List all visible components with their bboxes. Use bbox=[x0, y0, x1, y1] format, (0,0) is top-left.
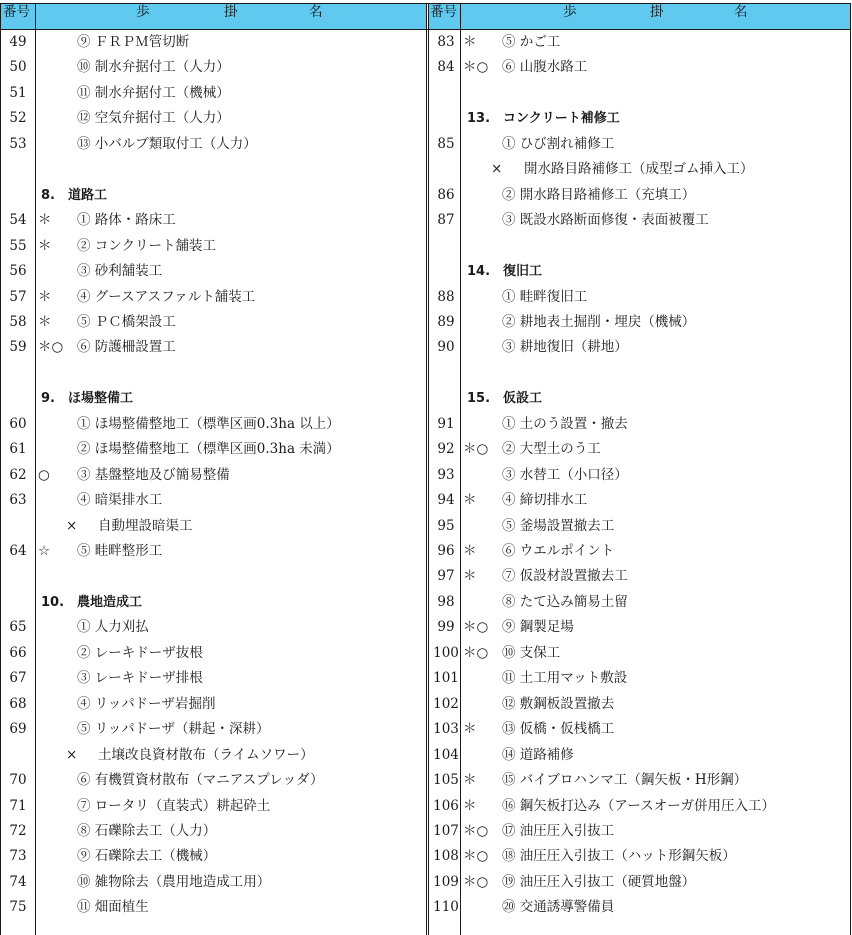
table-row bbox=[0, 81, 852, 106]
table-row bbox=[0, 234, 852, 259]
item-number: 58 bbox=[9, 313, 27, 330]
item-label: ⑱ 油圧圧入引抜工（ハット形鋼矢板） bbox=[502, 848, 736, 865]
item-mark: ○ bbox=[38, 466, 50, 483]
table-row bbox=[0, 692, 852, 717]
item-label: ⑨ ＦＲＰＭ管切断 bbox=[77, 34, 190, 50]
item-label: ⑥ 有機質資材散布（マニアスプレッダ） bbox=[77, 772, 324, 789]
table-row bbox=[0, 463, 852, 488]
item-mark: ＊ bbox=[463, 797, 477, 814]
item-number: 64 bbox=[9, 543, 27, 559]
item-mark: ＊ bbox=[38, 313, 52, 330]
table-row bbox=[0, 55, 852, 80]
item-label: ⑰ 油圧圧入引抜工 bbox=[502, 822, 615, 839]
table-row bbox=[0, 259, 852, 284]
item-number: 84 bbox=[437, 59, 455, 76]
item-mark: ＊ bbox=[38, 237, 52, 254]
item-label: ⑲ 油圧圧入引抜工（硬質地盤） bbox=[502, 873, 696, 890]
item-number: 103 bbox=[433, 721, 459, 738]
item-label: ⑤ 釜場設置撤去工 bbox=[502, 517, 615, 534]
item-label: ⑪ 土工用マット敷設 bbox=[502, 670, 628, 687]
table-row bbox=[0, 285, 852, 310]
table-row bbox=[0, 208, 852, 233]
left-header-char-3: 名 bbox=[309, 4, 323, 20]
table-row bbox=[0, 310, 852, 335]
item-label: ④ リッパドーザ岩掘削 bbox=[77, 695, 216, 712]
item-label: 自動埋設暗渠工 bbox=[98, 517, 193, 534]
table-row bbox=[0, 870, 852, 895]
item-number: 52 bbox=[9, 110, 27, 127]
item-label: ③ 砂利舗装工 bbox=[77, 263, 163, 280]
item-number: 49 bbox=[9, 34, 27, 50]
table-row bbox=[0, 488, 852, 513]
table-row bbox=[0, 157, 852, 182]
item-number: 98 bbox=[437, 593, 455, 610]
item-number: 61 bbox=[9, 441, 27, 458]
table-row bbox=[0, 335, 852, 360]
item-mark: ＊ bbox=[38, 288, 52, 305]
item-label: ③ レーキドーザ排根 bbox=[77, 670, 203, 687]
item-label: ④ 暗渠排水工 bbox=[77, 492, 163, 509]
item-mark: × bbox=[66, 517, 78, 534]
item-label: ⑦ 仮設材設置撤去工 bbox=[502, 568, 628, 585]
item-mark: ＊○ bbox=[463, 59, 489, 76]
item-mark: ＊○ bbox=[463, 441, 489, 458]
item-label: ③ 水替工（小口径） bbox=[502, 466, 628, 483]
item-number: 57 bbox=[9, 288, 27, 305]
right-header-char-3: 名 bbox=[734, 4, 748, 20]
item-number: 68 bbox=[9, 695, 27, 712]
section-heading: 14. 復旧工 bbox=[467, 264, 543, 280]
item-number: 70 bbox=[9, 772, 27, 789]
item-label: 開水路目路補修工（成型ゴム挿入工） bbox=[524, 161, 754, 178]
item-mark: ＊ bbox=[463, 721, 477, 738]
item-label: ⑫ 空気弁据付工（人力） bbox=[77, 110, 230, 127]
item-number: 93 bbox=[437, 466, 455, 483]
table-row bbox=[0, 132, 852, 157]
item-number: 55 bbox=[9, 237, 27, 254]
item-mark: ＊ bbox=[463, 543, 477, 559]
item-label: ④ グースアスファルト舗装工 bbox=[77, 288, 256, 305]
table-row bbox=[0, 819, 852, 844]
item-label: ① 畦畔復旧工 bbox=[502, 288, 588, 305]
item-mark: ＊○ bbox=[463, 873, 489, 890]
item-label: ① ほ場整備整地工（標準区画0.3ha 以上） bbox=[77, 415, 340, 432]
item-label: ⑥ 防護柵設置工 bbox=[77, 339, 176, 356]
item-label: ⑯ 鋼矢板打込み（アースオーガ併用圧入工） bbox=[502, 797, 775, 814]
right-header-num: 番号 bbox=[430, 4, 457, 20]
section-heading: 13. コンクリート補修工 bbox=[467, 111, 620, 127]
item-number: 96 bbox=[437, 543, 455, 559]
item-label: ⑨ 石礫除去工（機械） bbox=[77, 848, 217, 865]
item-label: ③ 基盤整地及び簡易整備 bbox=[77, 466, 230, 483]
item-label: ⑨ 鋼製足場 bbox=[502, 619, 574, 636]
item-mark: ＊○ bbox=[463, 822, 489, 839]
item-number: 63 bbox=[9, 492, 27, 509]
table-row bbox=[0, 794, 852, 819]
item-number: 107 bbox=[433, 822, 459, 839]
item-label: ② 開水路目路補修工（充填工） bbox=[502, 186, 696, 203]
item-label: ⑮ バイブロハンマ工（鋼矢板・H形鋼） bbox=[502, 772, 748, 789]
item-number: 62 bbox=[9, 466, 27, 483]
item-label: ⑤ ＰＣ橋架設工 bbox=[77, 313, 176, 330]
item-number: 85 bbox=[437, 135, 455, 152]
item-mark: × bbox=[491, 161, 503, 178]
item-number: 60 bbox=[9, 415, 27, 432]
item-number: 54 bbox=[9, 212, 27, 229]
item-label: ⑧ たて込み簡易土留 bbox=[502, 593, 628, 610]
table-row bbox=[0, 666, 852, 691]
item-label: ① ひび割れ補修工 bbox=[502, 135, 615, 152]
item-number: 69 bbox=[9, 721, 27, 738]
item-number: 104 bbox=[433, 746, 459, 763]
item-number: 102 bbox=[433, 695, 459, 712]
item-number: 72 bbox=[9, 822, 27, 839]
item-label: ⑩ 支保工 bbox=[502, 644, 561, 661]
right-header-char-1: 歩 bbox=[563, 4, 577, 20]
item-number: 90 bbox=[437, 339, 455, 356]
item-number: 110 bbox=[433, 899, 459, 916]
table-row bbox=[0, 564, 852, 589]
section-heading: 9. ほ場整備工 bbox=[41, 391, 133, 407]
left-header-bar bbox=[1, 4, 426, 29]
item-number: 109 bbox=[433, 873, 459, 890]
right-header-char-2: 掛 bbox=[650, 4, 664, 20]
left-header-char-1: 歩 bbox=[136, 4, 150, 20]
item-label: ⑩ 雑物除去（農用地造成工用） bbox=[77, 873, 271, 890]
item-number: 53 bbox=[9, 135, 27, 152]
item-label: ⑪ 制水弁据付工（機械） bbox=[77, 84, 230, 101]
item-label: ① 人力刈払 bbox=[77, 619, 149, 636]
item-number: 51 bbox=[9, 84, 27, 101]
section-heading: 15. 仮設工 bbox=[467, 391, 543, 407]
item-label: ⑧ 石礫除去工（人力） bbox=[77, 822, 217, 839]
item-number: 91 bbox=[437, 415, 455, 432]
item-label: ② コンクリート舗装工 bbox=[77, 237, 217, 254]
table-row bbox=[0, 386, 852, 411]
item-label: ② 大型土のう工 bbox=[502, 441, 601, 458]
item-label: ③ 耕地復旧（耕地） bbox=[502, 339, 628, 356]
item-number: 65 bbox=[9, 619, 27, 636]
item-label: ① 土のう設置・撤去 bbox=[502, 415, 628, 432]
item-label: ⑪ 畑面植生 bbox=[77, 899, 149, 916]
item-number: 83 bbox=[437, 34, 455, 50]
item-number: 75 bbox=[9, 899, 27, 916]
item-mark: ＊ bbox=[463, 772, 477, 789]
item-label: ⑥ ウエルポイント bbox=[502, 543, 615, 559]
section-heading: 10. 農地造成工 bbox=[41, 594, 143, 610]
item-label: 土壌改良資材散布（ライムソワー） bbox=[98, 746, 314, 763]
table-row bbox=[0, 768, 852, 793]
item-number: 105 bbox=[433, 772, 459, 789]
table-row bbox=[0, 183, 852, 208]
right-header-bar bbox=[428, 4, 850, 29]
item-number: 50 bbox=[9, 59, 27, 76]
item-number: 101 bbox=[433, 670, 459, 687]
item-mark: ＊ bbox=[463, 568, 477, 585]
left-header-char-2: 掛 bbox=[224, 4, 238, 20]
item-number: 86 bbox=[437, 186, 455, 203]
table-row bbox=[0, 412, 852, 437]
item-number: 74 bbox=[9, 873, 27, 890]
item-number: 67 bbox=[9, 670, 27, 687]
item-label: ⑤ かご工 bbox=[502, 34, 561, 50]
item-number: 92 bbox=[437, 441, 455, 458]
table-row bbox=[0, 615, 852, 640]
item-number: 97 bbox=[437, 568, 455, 585]
item-number: 66 bbox=[9, 644, 27, 661]
table-row bbox=[0, 30, 852, 55]
item-number: 71 bbox=[9, 797, 27, 814]
item-label: ③ 既設水路断面修復・表面被覆工 bbox=[502, 212, 709, 229]
table-row bbox=[0, 437, 852, 462]
item-number: 59 bbox=[9, 339, 27, 356]
item-label: ① 路体・路床工 bbox=[77, 212, 176, 229]
table-row bbox=[0, 641, 852, 666]
item-mark: ＊○ bbox=[38, 339, 64, 356]
item-label: ⑬ 小バルブ類取付工（人力） bbox=[77, 135, 257, 152]
item-label: ② レーキドーザ抜根 bbox=[77, 644, 203, 661]
item-mark: ＊○ bbox=[463, 644, 489, 661]
table-row bbox=[0, 743, 852, 768]
item-label: ④ 締切排水工 bbox=[502, 492, 588, 509]
left-header-num: 番号 bbox=[3, 4, 30, 20]
item-label: ⑦ ロータリ（直装式）耕起砕土 bbox=[77, 797, 271, 814]
item-number: 94 bbox=[437, 492, 455, 509]
item-label: ⑩ 制水弁据付工（人力） bbox=[77, 59, 230, 76]
table-row bbox=[0, 717, 852, 742]
item-number: 108 bbox=[433, 848, 459, 865]
item-number: 106 bbox=[433, 797, 459, 814]
item-label: ⑫ 敷鋼板設置撤去 bbox=[502, 695, 615, 712]
item-mark: × bbox=[66, 746, 78, 763]
item-number: 87 bbox=[437, 212, 455, 229]
table-row bbox=[0, 844, 852, 869]
table-row bbox=[0, 539, 852, 564]
item-label: ⑬ 仮橋・仮桟橋工 bbox=[502, 721, 615, 738]
item-label: ② ほ場整備整地工（標準区画0.3ha 未満） bbox=[77, 441, 340, 458]
item-number: 89 bbox=[437, 313, 455, 330]
item-label: ⑳ 交通誘導警備員 bbox=[502, 899, 615, 916]
item-label: ⑭ 道路補修 bbox=[502, 746, 574, 763]
table-row bbox=[0, 361, 852, 386]
table-row bbox=[0, 514, 852, 539]
item-number: 99 bbox=[437, 619, 455, 636]
item-number: 56 bbox=[9, 263, 27, 280]
item-label: ⑤ リッパドーザ（耕起・深耕） bbox=[77, 721, 270, 738]
item-number: 95 bbox=[437, 517, 455, 534]
table-row bbox=[0, 590, 852, 615]
item-label: ⑤ 畦畔整形工 bbox=[77, 543, 163, 559]
item-mark: ＊ bbox=[463, 492, 477, 509]
item-number: 100 bbox=[433, 644, 459, 661]
item-number: 73 bbox=[9, 848, 27, 865]
item-label: ⑥ 山腹水路工 bbox=[502, 59, 588, 76]
item-mark: ＊ bbox=[463, 34, 477, 50]
table-row bbox=[0, 895, 852, 920]
item-number: 88 bbox=[437, 288, 455, 305]
item-label: ② 耕地表土掘削・埋戻（機械） bbox=[502, 313, 696, 330]
item-mark: ☆ bbox=[38, 543, 51, 559]
table-row bbox=[0, 106, 852, 131]
item-mark: ＊ bbox=[38, 212, 52, 229]
item-mark: ＊○ bbox=[463, 848, 489, 865]
item-mark: ＊○ bbox=[463, 619, 489, 636]
section-heading: 8. 道路工 bbox=[41, 187, 107, 203]
